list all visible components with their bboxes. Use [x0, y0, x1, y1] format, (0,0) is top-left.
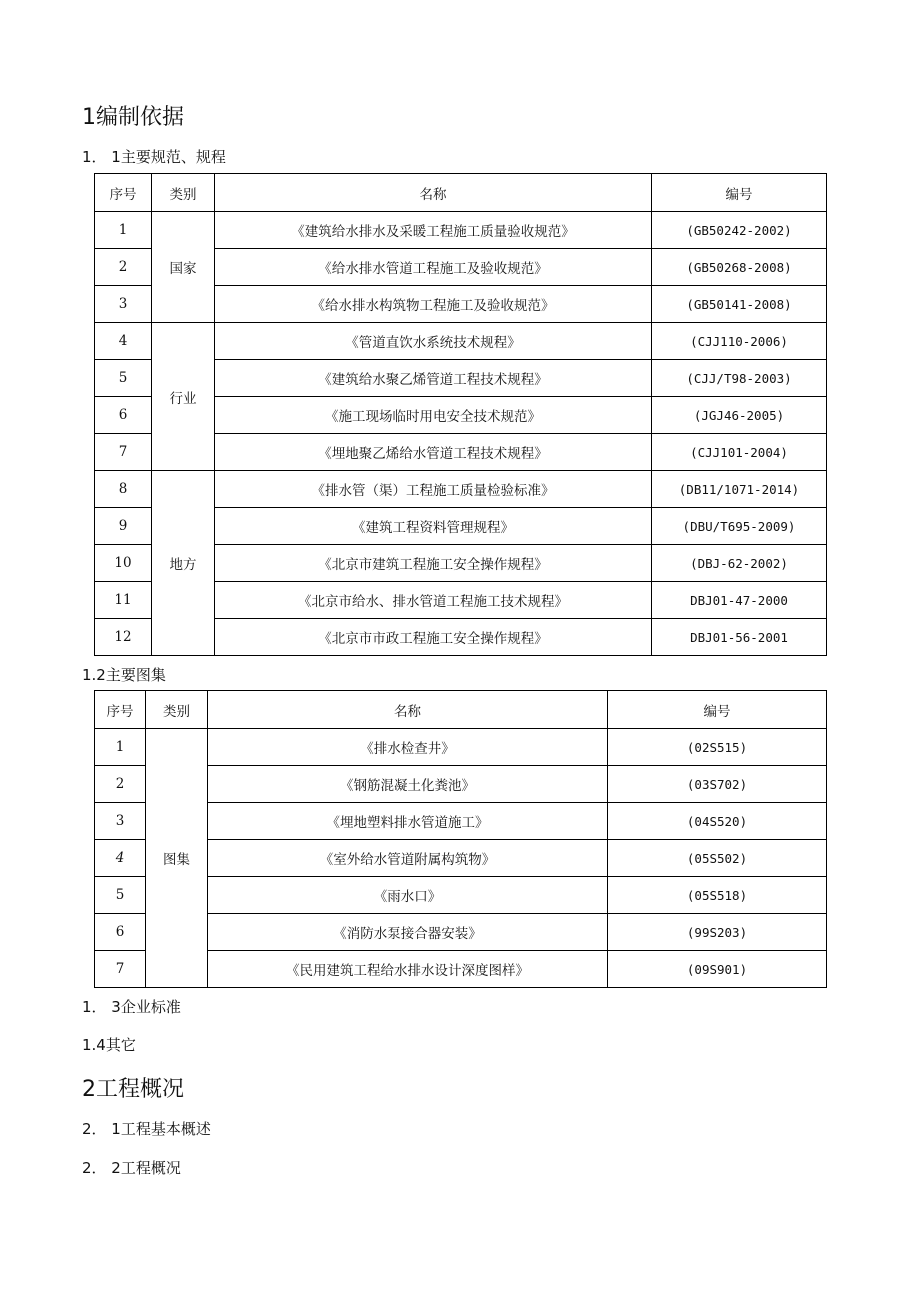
row-code: (05S502) — [608, 840, 827, 877]
row-no: 1 — [95, 729, 146, 766]
row-code: (99S203) — [608, 914, 827, 951]
section-heading-2: 2工程概况 — [82, 1077, 184, 1102]
row-no: 7 — [95, 434, 152, 471]
table-row — [95, 471, 827, 508]
row-no: 11 — [95, 582, 152, 619]
category-cell: 国家 — [152, 212, 215, 323]
row-no: 4 — [95, 840, 146, 877]
row-code: (04S520) — [608, 803, 827, 840]
row-no: 1 — [95, 212, 152, 249]
row-no: 7 — [95, 951, 146, 988]
header-code: 编号 — [608, 691, 827, 729]
row-code: (GB50242-2002) — [652, 212, 827, 249]
row-no: 9 — [95, 508, 152, 545]
row-no: 3 — [95, 286, 152, 323]
row-no: 2 — [95, 766, 146, 803]
row-no: 8 — [95, 471, 152, 508]
row-code: (GB50268-2008) — [652, 249, 827, 286]
section-heading-2-2: 2． 2工程概况 — [82, 1159, 181, 1177]
row-code: (09S901) — [608, 951, 827, 988]
header-no: 序号 — [95, 691, 146, 729]
row-code: (JGJ46-2005) — [652, 397, 827, 434]
row-name: 《给水排水管道工程施工及验收规范》 — [215, 249, 652, 286]
row-name: 《排水检查井》 — [208, 729, 608, 766]
row-name: 《施工现场临时用电安全技术规范》 — [215, 397, 652, 434]
row-code: (03S702) — [608, 766, 827, 803]
row-code: DBJ01-56-2001 — [652, 619, 827, 656]
row-code: (CJJ/T98-2003) — [652, 360, 827, 397]
category-cell: 地方 — [152, 471, 215, 656]
row-no: 3 — [95, 803, 146, 840]
row-code: (05S518) — [608, 877, 827, 914]
category-cell: 图集 — [146, 729, 208, 988]
row-no: 2 — [95, 249, 152, 286]
row-name: 《建筑工程资料管理规程》 — [215, 508, 652, 545]
row-code: (02S515) — [608, 729, 827, 766]
table-row — [95, 323, 827, 360]
header-no: 序号 — [95, 174, 152, 212]
row-name: 《雨水口》 — [208, 877, 608, 914]
row-name: 《埋地塑料排水管道施工》 — [208, 803, 608, 840]
table-row — [95, 729, 827, 766]
row-no: 6 — [95, 914, 146, 951]
row-name: 《钢筋混凝土化粪池》 — [208, 766, 608, 803]
row-name: 《建筑给水排水及采暖工程施工质量验收规范》 — [215, 212, 652, 249]
atlas-table — [94, 690, 827, 988]
row-code: (CJJ110-2006) — [652, 323, 827, 360]
row-name: 《北京市给水、排水管道工程施工技术规程》 — [215, 582, 652, 619]
row-name: 《建筑给水聚乙烯管道工程技术规程》 — [215, 360, 652, 397]
category-cell: 行业 — [152, 323, 215, 471]
row-no: 12 — [95, 619, 152, 656]
row-name: 《民用建筑工程给水排水设计深度图样》 — [208, 951, 608, 988]
row-code: (DBU/T695-2009) — [652, 508, 827, 545]
table-row — [95, 212, 827, 249]
row-no: 5 — [95, 877, 146, 914]
header-name: 名称 — [215, 174, 652, 212]
table-header-row — [95, 174, 827, 212]
row-code: (GB50141-2008) — [652, 286, 827, 323]
row-name: 《管道直饮水系统技术规程》 — [215, 323, 652, 360]
row-name: 《消防水泵接合器安装》 — [208, 914, 608, 951]
row-name: 《室外给水管道附属构筑物》 — [208, 840, 608, 877]
section-heading-2-1: 2． 1工程基本概述 — [82, 1120, 211, 1138]
row-no: 6 — [95, 397, 152, 434]
section-heading-1-4: 1.4其它 — [82, 1036, 136, 1054]
row-code: (DBJ-62-2002) — [652, 545, 827, 582]
table-header-row — [95, 691, 827, 729]
section-heading-1-3: 1． 3企业标准 — [82, 998, 181, 1016]
section-heading-1-1: 1． 1主要规范、规程 — [82, 148, 226, 166]
section-heading-1: 1编制依据 — [82, 105, 184, 130]
row-name: 《排水管（渠）工程施工质量检验标准》 — [215, 471, 652, 508]
row-no: 10 — [95, 545, 152, 582]
row-name: 《给水排水构筑物工程施工及验收规范》 — [215, 286, 652, 323]
header-category: 类别 — [146, 691, 208, 729]
header-name: 名称 — [208, 691, 608, 729]
section-heading-1-2: 1.2主要图集 — [82, 666, 166, 684]
row-name: 《北京市建筑工程施工安全操作规程》 — [215, 545, 652, 582]
row-code: DBJ01-47-2000 — [652, 582, 827, 619]
row-no: 5 — [95, 360, 152, 397]
row-no: 4 — [95, 323, 152, 360]
row-name: 《埋地聚乙烯给水管道工程技术规程》 — [215, 434, 652, 471]
row-name: 《北京市市政工程施工安全操作规程》 — [215, 619, 652, 656]
row-code: (DB11/1071-2014) — [652, 471, 827, 508]
header-category: 类别 — [152, 174, 215, 212]
standards-table — [94, 173, 827, 656]
row-code: (CJJ101-2004) — [652, 434, 827, 471]
header-code: 编号 — [652, 174, 827, 212]
